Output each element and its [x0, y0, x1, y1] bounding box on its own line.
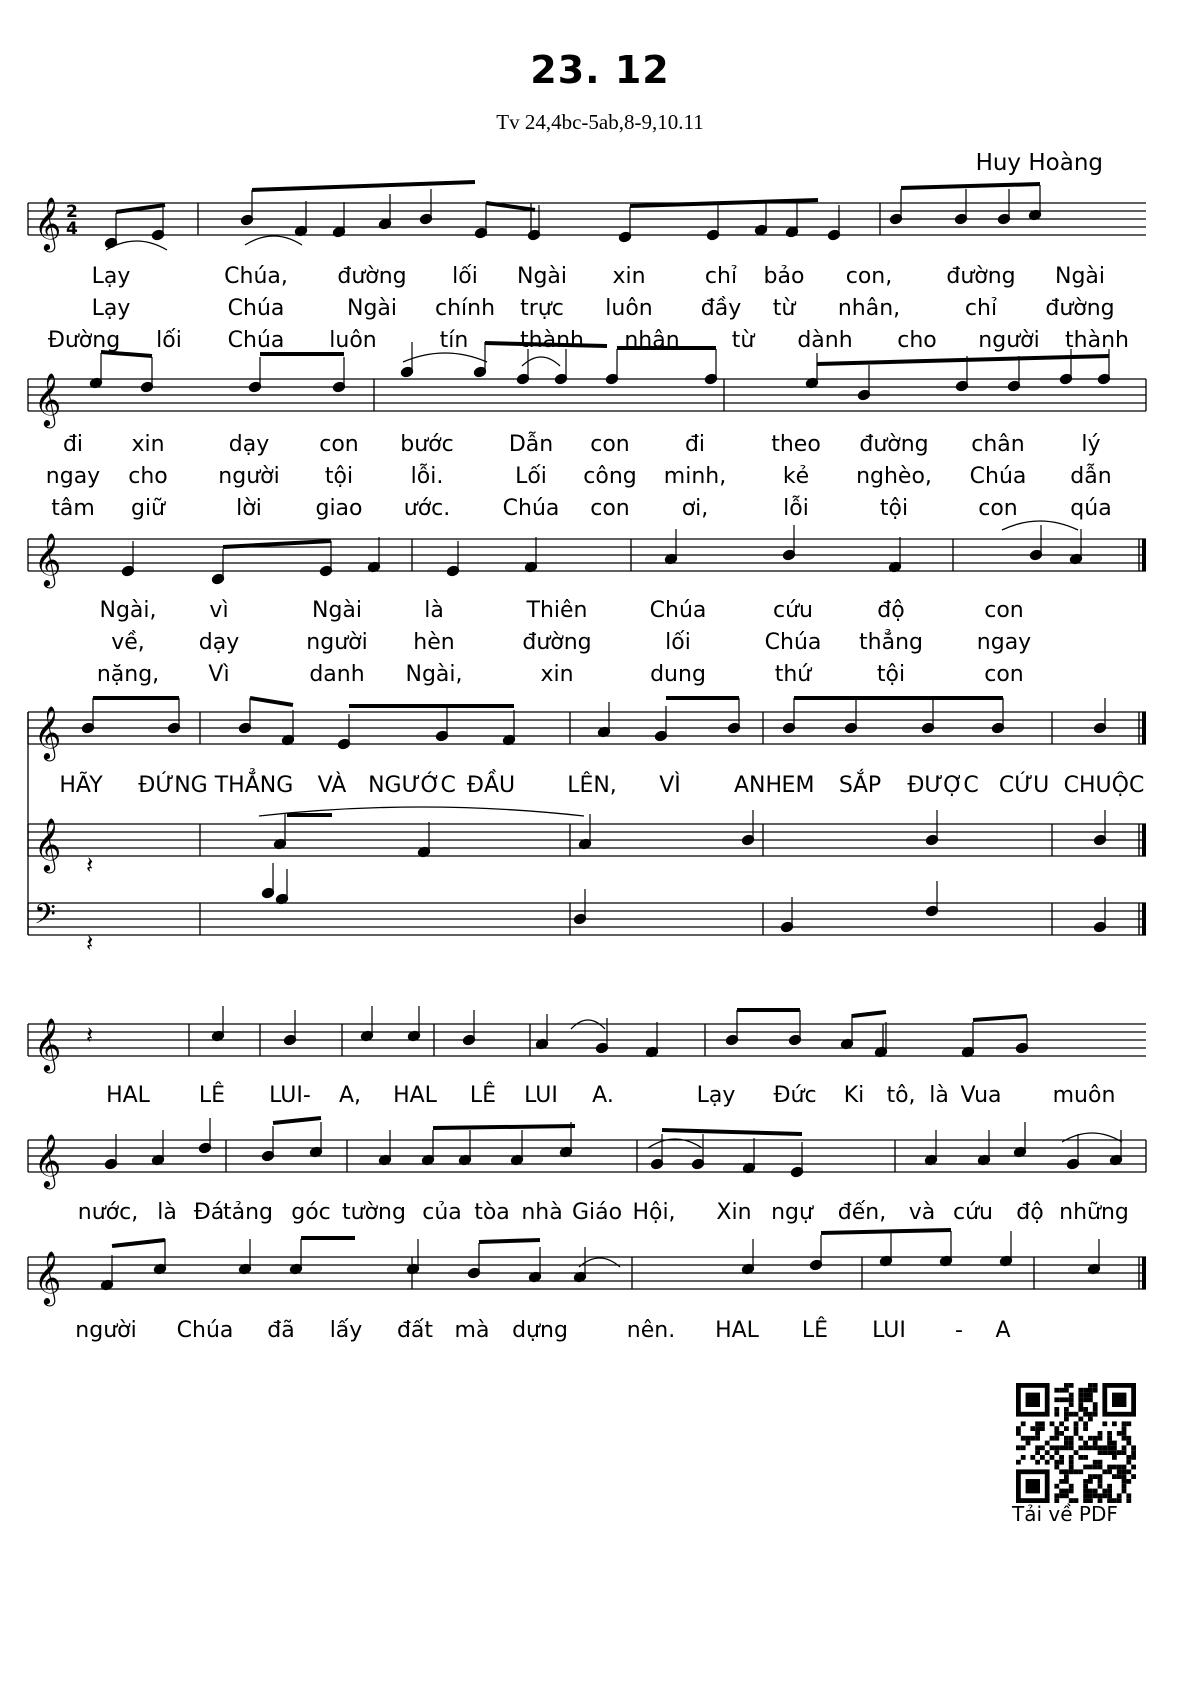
- lyric-syllable: lỗi.: [410, 464, 444, 489]
- lyric-syllable: LUI: [524, 1083, 558, 1108]
- lyric-syllable: qúa: [1070, 496, 1112, 521]
- lyric-line: [0, 430, 1200, 460]
- lyric-syllable: con: [984, 662, 1024, 687]
- lyric-syllable: Ngài,: [99, 598, 157, 623]
- note-beam: [821, 1230, 951, 1233]
- lyric-syllable: tường: [342, 1200, 406, 1225]
- lyric-syllable: tội: [876, 662, 906, 687]
- final-barline-thick: [1142, 824, 1146, 856]
- lyric-line: [0, 494, 1200, 524]
- composer-name: Huy Hoàng: [975, 150, 1103, 176]
- final-barline-thick: [1142, 1257, 1146, 1289]
- lyric-syllable: cứu: [953, 1200, 993, 1225]
- lyric-syllable: đi: [62, 432, 84, 457]
- lyric-syllable: Vì: [208, 662, 230, 687]
- lyric-syllable: theo: [771, 432, 821, 457]
- lyric-syllable: ANH: [733, 773, 783, 798]
- lyric-line: [0, 294, 1200, 324]
- lyric-syllable: đầy: [700, 296, 742, 321]
- lyric-syllable: nhân: [624, 328, 680, 353]
- lyric-line: [0, 326, 1200, 356]
- treble-clef-icon: 𝄞: [34, 1250, 62, 1304]
- lyric-syllable: minh,: [663, 464, 727, 489]
- lyric-syllable: chính: [434, 296, 496, 321]
- lyric-line: [0, 596, 1200, 626]
- lyric-syllable: người: [306, 630, 368, 655]
- download-pdf-link[interactable]: Tải về PDF: [1012, 1502, 1118, 1526]
- lyric-syllable: thành: [520, 328, 584, 353]
- lyric-syllable: nhà: [521, 1200, 563, 1225]
- final-barline-thick: [1142, 539, 1146, 571]
- lyric-syllable: cho: [897, 328, 937, 353]
- treble-clef-icon: 𝄞: [34, 705, 62, 759]
- lyric-syllable: HAL: [393, 1083, 437, 1108]
- lyric-syllable: Đức: [773, 1083, 817, 1108]
- lyric-syllable: Lạy: [696, 1083, 736, 1108]
- lyric-syllable: đường: [337, 264, 407, 289]
- lyric-syllable: dành: [797, 328, 853, 353]
- lyric-syllable: dạy: [228, 432, 270, 457]
- lyric-syllable: bước: [400, 432, 454, 457]
- treble-clef-icon: 𝄞: [34, 1017, 62, 1071]
- lyric-syllable: tô,: [886, 1083, 916, 1108]
- lyric-syllable: và: [908, 1200, 936, 1225]
- lyric-syllable: Chúa: [176, 1318, 234, 1343]
- lyric-syllable: thẳng: [859, 630, 923, 655]
- lyric-syllable: bảo: [763, 264, 805, 289]
- lyric-syllable: Dẫn: [508, 432, 554, 457]
- lyric-syllable: LUI-: [269, 1083, 311, 1108]
- lyric-syllable: độ: [877, 598, 905, 623]
- quarter-rest-icon: 𝄽: [86, 1021, 94, 1049]
- lyric-syllable: ngay: [45, 464, 101, 489]
- lyric-syllable: A,: [338, 1083, 362, 1108]
- lyric-syllable: VÀ: [317, 773, 347, 798]
- lyric-syllable: A: [995, 1318, 1011, 1343]
- lyric-syllable: nghèo,: [856, 464, 932, 489]
- lyric-syllable: Ki: [843, 1083, 865, 1108]
- note-beam: [433, 1126, 575, 1128]
- lyric-syllable: độ: [1016, 1200, 1044, 1225]
- lyric-syllable: đường: [946, 264, 1016, 289]
- lyric-syllable: CHUỘC: [1063, 773, 1145, 798]
- lyric-syllable: trực: [520, 296, 564, 321]
- treble-clef-icon: 𝄞: [34, 817, 62, 871]
- lyric-syllable: những: [1059, 1200, 1129, 1225]
- lyric-syllable: công: [583, 464, 637, 489]
- lyric-line: [0, 628, 1200, 658]
- note-beam: [973, 1016, 1027, 1020]
- lyric-syllable: SẮP: [838, 773, 882, 798]
- lyric-syllable: dạy: [198, 630, 240, 655]
- time-signature-top: 2: [66, 202, 78, 222]
- lyric-line: [0, 1316, 1200, 1346]
- lyric-syllable: muôn: [1052, 1083, 1116, 1108]
- lyric-syllable: lời: [236, 496, 262, 521]
- lyric-syllable: ngay: [976, 630, 1032, 655]
- lyric-syllable: THẲNG: [214, 773, 294, 798]
- note-beam: [901, 184, 1040, 188]
- note-beam: [662, 1130, 802, 1134]
- lyric-syllable: NGƯỚC: [368, 773, 456, 798]
- lyric-syllable: nhân,: [837, 296, 901, 321]
- lyric-syllable: Chúa: [649, 598, 707, 623]
- lyric-syllable: LÊ: [198, 1083, 226, 1108]
- lyric-syllable: từ: [731, 328, 755, 353]
- note-beam: [479, 1240, 540, 1242]
- lyric-syllable: về,: [111, 630, 145, 655]
- lyric-syllable: Chúa: [969, 464, 1027, 489]
- lyric-line: [0, 771, 1200, 801]
- lyric-syllable: mà: [454, 1318, 490, 1343]
- lyric-syllable: LÊN,: [567, 773, 617, 798]
- lyric-syllable: xin: [540, 662, 574, 687]
- lyric-syllable: tảng: [222, 1200, 274, 1225]
- lyric-syllable: kẻ: [782, 464, 810, 489]
- lyric-syllable: thứ: [774, 662, 812, 687]
- lyric-syllable: đường: [1045, 296, 1115, 321]
- lyric-syllable: từ: [772, 296, 796, 321]
- lyric-syllable: tòa: [474, 1200, 510, 1225]
- lyric-syllable: lối: [452, 264, 478, 289]
- lyric-syllable: cho: [128, 464, 168, 489]
- lyric-syllable: đường: [859, 432, 929, 457]
- lyric-syllable: HÃY: [59, 773, 103, 798]
- lyric-syllable: ước.: [403, 496, 451, 521]
- lyric-syllable: chỉ: [964, 296, 998, 321]
- lyric-syllable: là: [157, 1200, 177, 1225]
- lyric-syllable: con: [590, 496, 630, 521]
- lyric-syllable: nặng,: [96, 662, 160, 687]
- lyric-syllable: Vua: [960, 1083, 1002, 1108]
- lyric-line: [0, 1081, 1200, 1111]
- lyric-syllable: EM: [781, 773, 815, 798]
- lyric-syllable: ĐỨNG: [138, 773, 208, 798]
- lyric-syllable: CỨU: [998, 773, 1050, 798]
- lyric-line: [0, 262, 1200, 292]
- final-barline-thick: [1142, 712, 1146, 744]
- lyric-syllable: hèn: [413, 630, 455, 655]
- note-beam: [273, 1118, 321, 1123]
- lyric-syllable: dung: [650, 662, 706, 687]
- lyric-syllable: chỉ: [704, 264, 738, 289]
- lyric-syllable: người: [978, 328, 1040, 353]
- lyric-syllable: Giáo: [571, 1200, 623, 1225]
- time-signature-bottom: 4: [66, 219, 78, 239]
- lyric-syllable: là: [424, 598, 444, 623]
- lyric-syllable: giữ: [130, 496, 166, 521]
- lyric-syllable: xin: [612, 264, 646, 289]
- quarter-rest-icon: 𝄽: [86, 851, 94, 879]
- lyric-syllable: LUI: [872, 1318, 906, 1343]
- lyric-syllable: Đường: [47, 328, 121, 353]
- lyric-syllable: dựng: [512, 1318, 568, 1343]
- note-beam: [817, 356, 1109, 364]
- lyric-syllable: xin: [131, 432, 165, 457]
- lyric-syllable: là: [929, 1083, 949, 1108]
- lyric-syllable: Chúa: [227, 328, 285, 353]
- lyric-syllable: Lạy: [91, 264, 131, 289]
- lyric-syllable: con: [319, 432, 359, 457]
- lyric-syllable: đã: [267, 1318, 295, 1343]
- lyric-syllable: người: [75, 1318, 137, 1343]
- lyric-syllable: chân: [971, 432, 1025, 457]
- qr-code-icon[interactable]: [1016, 1383, 1136, 1503]
- tie-slur: [245, 236, 302, 245]
- lyric-syllable: Chúa: [502, 496, 560, 521]
- lyric-syllable: lấy: [329, 1318, 363, 1343]
- lyric-syllable: LÊ: [801, 1318, 829, 1343]
- lyric-syllable: con: [978, 496, 1018, 521]
- lyric-syllable: con: [984, 598, 1024, 623]
- lyric-syllable: đường: [522, 630, 592, 655]
- lyric-syllable: vì: [209, 598, 229, 623]
- lyric-syllable: ơi,: [681, 496, 709, 521]
- lyric-syllable: thành: [1065, 328, 1129, 353]
- lyric-syllable: tội: [324, 464, 354, 489]
- lyric-syllable: con,: [845, 264, 893, 289]
- note-beam: [252, 182, 475, 190]
- lyric-syllable: của: [422, 1200, 462, 1225]
- lyric-line: [0, 462, 1200, 492]
- lyric-syllable: Chúa,: [224, 264, 288, 289]
- lyric-syllable: lối: [156, 328, 182, 353]
- lyric-syllable: lỗi: [783, 496, 809, 521]
- lyric-syllable: ngự: [771, 1200, 813, 1225]
- lyric-syllable: tín: [439, 328, 469, 353]
- lyric-line: [0, 1198, 1200, 1228]
- lyric-syllable: góc: [291, 1200, 331, 1225]
- lyric-syllable: tâm: [51, 496, 95, 521]
- lyric-syllable: Ngài,: [405, 662, 463, 687]
- lyric-syllable: Lối: [515, 464, 547, 489]
- lyric-syllable: nên.: [626, 1318, 676, 1343]
- lyric-syllable: Hội,: [632, 1200, 676, 1225]
- lyric-syllable: danh: [309, 662, 365, 687]
- lyric-syllable: Lạy: [91, 296, 131, 321]
- lyric-syllable: Xin: [716, 1200, 752, 1225]
- lyric-syllable: ĐƯỢC: [907, 773, 979, 798]
- lyric-syllable: nước,: [77, 1200, 139, 1225]
- treble-clef-icon: 𝄞: [34, 372, 62, 426]
- note-beam: [250, 698, 293, 705]
- lyric-syllable: luôn: [605, 296, 653, 321]
- lyric-syllable: đến,: [837, 1200, 887, 1225]
- lyric-syllable: Chúa: [764, 630, 822, 655]
- song-title: 23. 12: [530, 48, 670, 92]
- bass-clef-icon: 𝄢: [34, 898, 56, 938]
- lyric-syllable: đi: [684, 432, 706, 457]
- lyric-syllable: Thiên: [526, 598, 588, 623]
- treble-clef-icon: 𝄞: [34, 532, 62, 586]
- quarter-rest-icon: 𝄽: [86, 929, 94, 957]
- final-barline-thick: [1142, 903, 1146, 935]
- lyric-syllable: HAL: [715, 1318, 759, 1343]
- lyric-syllable: ĐẦU: [466, 773, 516, 798]
- lyric-syllable: giao: [315, 496, 363, 521]
- lyric-syllable: Đá: [193, 1200, 225, 1225]
- note-beam: [112, 1240, 165, 1246]
- treble-clef-icon: 𝄞: [34, 1133, 62, 1187]
- lyric-syllable: người: [218, 464, 280, 489]
- lyric-syllable: tội: [879, 496, 909, 521]
- lyric-syllable: Ngài: [311, 598, 363, 623]
- lyric-syllable: Ngài: [346, 296, 398, 321]
- lyric-syllable: dẫn: [1070, 464, 1112, 489]
- lyric-line: [0, 660, 1200, 690]
- lyric-syllable: đất: [396, 1318, 434, 1343]
- lyric-syllable: HAL: [106, 1083, 150, 1108]
- lyric-syllable: Chúa: [227, 296, 285, 321]
- lyric-syllable: cứu: [773, 598, 813, 623]
- lyric-syllable: con: [590, 432, 630, 457]
- note-beam: [852, 1012, 886, 1016]
- lyric-syllable: A.: [592, 1083, 614, 1108]
- lyric-syllable: LÊ: [469, 1083, 497, 1108]
- lyric-syllable: luôn: [329, 328, 377, 353]
- treble-clef-icon: 𝄞: [34, 196, 62, 250]
- lyric-syllable: Ngài: [516, 264, 568, 289]
- lyric-syllable: VÌ: [659, 773, 681, 798]
- lyric-syllable: lý: [1081, 432, 1101, 457]
- note-beam: [486, 203, 535, 210]
- lyric-syllable: Ngài: [1054, 264, 1106, 289]
- lyric-syllable: -: [955, 1318, 963, 1343]
- note-beam: [223, 541, 331, 547]
- lyric-syllable: lối: [665, 630, 691, 655]
- psalm-reference: Tv 24,4bc-5ab,8-9,10.11: [496, 110, 704, 134]
